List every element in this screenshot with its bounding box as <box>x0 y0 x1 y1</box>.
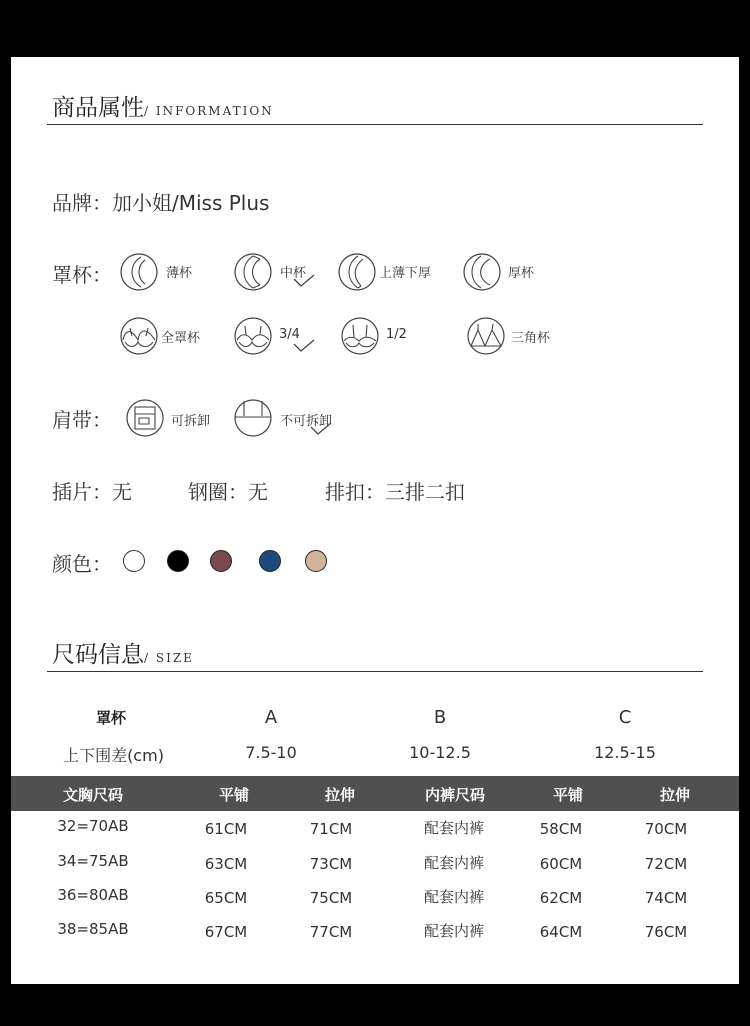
cup-b: B <box>433 707 447 728</box>
info-subtitle: / INFORMATION <box>144 104 274 118</box>
cup-option-top-thin-bottom-thick: 上薄下厚 <box>379 266 432 281</box>
table-cell: 64CM <box>539 923 583 941</box>
color-swatch-beige[interactable] <box>305 550 327 572</box>
table-cell: 77CM <box>309 923 353 941</box>
table-cell: 70CM <box>644 820 688 838</box>
diff-a: 7.5-10 <box>245 743 297 762</box>
half-cup-icon <box>340 316 380 356</box>
triangle-cup-icon <box>466 316 506 356</box>
table-cell: 73CM <box>309 855 353 873</box>
diff-c: 12.5-15 <box>594 743 656 762</box>
table-cell: 65CM <box>204 889 248 907</box>
table-cell: 配套内裤 <box>423 922 484 940</box>
table-cell: 61CM <box>204 820 248 838</box>
fixed-strap-icon <box>233 398 273 438</box>
medium-cup-icon <box>233 252 273 292</box>
size-subtitle: / SIZE <box>144 651 194 665</box>
color-swatch-plum[interactable] <box>210 550 232 572</box>
table-cell: 36=80AB <box>57 886 129 904</box>
hook-value: 三排二扣 <box>385 480 465 504</box>
table-cell: 63CM <box>204 855 248 873</box>
hook-spec <box>325 476 465 505</box>
underwire-spec <box>188 476 268 505</box>
table-cell: 62CM <box>539 889 583 907</box>
color-swatch-black[interactable] <box>167 550 189 572</box>
brand-row <box>52 187 269 216</box>
strap-option-detachable: 可拆卸 <box>171 414 211 429</box>
table-cell: 76CM <box>644 923 688 941</box>
cup-option-full: 全罩杯 <box>161 331 201 346</box>
table-cell: 74CM <box>644 889 688 907</box>
cup-option-thin: 薄杯 <box>166 266 193 281</box>
brand-label: 品牌： <box>52 191 112 215</box>
cup-option-thick: 厚杯 <box>508 266 535 281</box>
check-icon <box>292 338 316 354</box>
table-cell: 71CM <box>309 820 353 838</box>
header-panty-stretch: 拉伸 <box>659 786 690 804</box>
header-panty-size: 内裤尺码 <box>424 786 485 804</box>
table-cell: 配套内裤 <box>423 888 484 906</box>
color-swatch-navy[interactable] <box>259 550 281 572</box>
table-cell: 32=70AB <box>57 817 129 835</box>
cup-c: C <box>618 707 632 728</box>
brand-value: 加小姐/Miss Plus <box>112 191 270 215</box>
table-cell: 配套内裤 <box>423 819 484 837</box>
top-thin-bottom-thick-cup-icon <box>337 252 377 292</box>
size-title: 尺码信息 <box>52 642 144 668</box>
three-quarter-cup-icon <box>233 316 273 356</box>
table-cell: 配套内裤 <box>423 854 484 872</box>
table-cell: 58CM <box>539 820 583 838</box>
info-divider <box>47 124 703 125</box>
table-cell: 38=85AB <box>57 920 129 938</box>
cup-label: 罩杯： <box>52 263 112 287</box>
cup-option-half: 1/2 <box>386 327 407 342</box>
cup-option-triangle: 三角杯 <box>511 331 551 346</box>
header-bra-size: 文胸尺码 <box>62 786 123 804</box>
insert-spec <box>52 476 132 505</box>
strap-option-fixed: 不可拆卸 <box>280 414 333 429</box>
size-heading <box>52 636 194 669</box>
underwire-value: 无 <box>248 480 268 504</box>
color-swatch-white[interactable] <box>123 550 145 572</box>
header-bra-flat: 平铺 <box>218 786 249 804</box>
diff-label: 上下围差(cm) <box>63 746 164 765</box>
check-icon <box>309 421 333 437</box>
size-divider <box>47 671 703 672</box>
info-title: 商品属性 <box>52 95 144 121</box>
insert-label: 插片： <box>52 480 112 504</box>
table-cell: 34=75AB <box>57 852 129 870</box>
underwire-label: 钢圈： <box>188 480 248 504</box>
strap-label: 肩带： <box>52 408 112 432</box>
product-sheet <box>11 57 739 984</box>
cup-option-three-quarter: 3/4 <box>279 327 300 342</box>
hook-label: 排扣： <box>325 480 385 504</box>
check-icon <box>292 273 316 289</box>
detachable-strap-icon <box>125 398 165 438</box>
cup-option-medium: 中杯 <box>280 266 307 281</box>
header-panty-flat: 平铺 <box>552 786 583 804</box>
info-heading <box>52 89 274 122</box>
cup-a: A <box>264 707 278 728</box>
thin-cup-icon <box>119 252 159 292</box>
header-bra-stretch: 拉伸 <box>324 786 355 804</box>
thick-cup-icon <box>462 252 502 292</box>
table-cell: 60CM <box>539 855 583 873</box>
table-cell: 72CM <box>644 855 688 873</box>
color-label: 颜色： <box>52 552 112 576</box>
cup-table-row-label: 罩杯 <box>95 709 126 727</box>
table-cell: 67CM <box>204 923 248 941</box>
full-cup-icon <box>119 316 159 356</box>
diff-b: 10-12.5 <box>409 743 471 762</box>
table-cell: 75CM <box>309 889 353 907</box>
insert-value: 无 <box>112 480 132 504</box>
